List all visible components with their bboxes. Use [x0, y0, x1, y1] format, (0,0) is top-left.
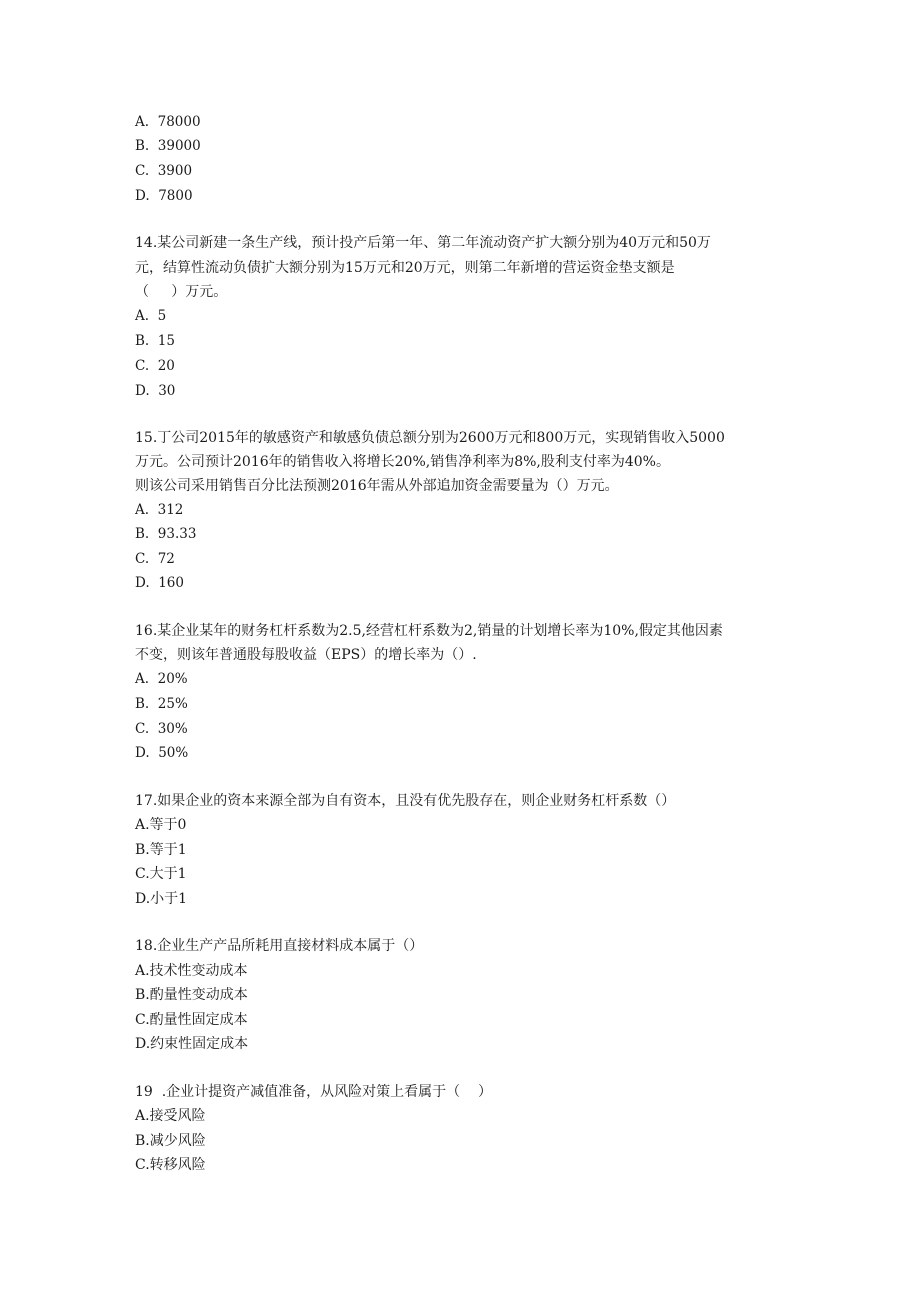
- question-stem-line: 不变，则该年普通股每股收益（EPS）的增长率为（）.: [135, 647, 477, 663]
- option-a: A. 5: [135, 308, 167, 324]
- option-a: A. 20%: [135, 671, 188, 687]
- option-d: D.约束性固定成本: [135, 1036, 249, 1052]
- option-c: C.酌量性固定成本: [135, 1012, 248, 1028]
- option-d: D.小于1: [135, 891, 188, 907]
- question-stem-line: 17.如果企业的资本来源全部为自有资本，且没有优先股存在，则企业财务杠杆系数（）: [135, 793, 676, 809]
- option-d: D. 30: [135, 383, 176, 399]
- option-b: B. 25%: [135, 696, 188, 712]
- option-a: A.等于0: [135, 817, 187, 833]
- question-stem-line: 18.企业生产产品所耗用直接材料成本属于（）: [135, 938, 424, 954]
- option-c: C. 20: [135, 358, 175, 374]
- option-d: D. 160: [135, 575, 184, 591]
- option-c: C. 72: [135, 551, 175, 567]
- question-stem-line: 16.某企业某年的财务杠杆系数为2.5,经营杠杆系数为2,销量的计划增长率为10%,假定其他因素: [135, 623, 723, 639]
- option-c: C.大于1: [135, 866, 187, 882]
- question-stem-line: 元，结算性流动负债扩大额分别为15万元和20万元，则第二年新增的营运资金垫支额是: [135, 260, 675, 276]
- option-d: D. 7800: [135, 188, 193, 204]
- question-stem-line: 15.丁公司2015年的敏感资产和敏感负债总额分别为2600万元和800万元，实现销售收入5000: [135, 430, 725, 446]
- question-stem-line: （ ）万元。: [135, 284, 228, 300]
- question-stem-line: 则该公司采用销售百分比法预测2016年需从外部追加资金需要量为（）万元。: [135, 478, 619, 494]
- option-b: B. 39000: [135, 138, 201, 154]
- option-b: B.等于1: [135, 842, 187, 858]
- option-b: B.酌量性变动成本: [135, 987, 248, 1003]
- option-a: A.接受风险: [135, 1108, 206, 1124]
- option-a: A. 312: [135, 502, 184, 518]
- option-b: B. 15: [135, 333, 175, 349]
- option-c: C.转移风险: [135, 1157, 206, 1173]
- option-d: D. 50%: [135, 745, 189, 761]
- option-c: C. 3900: [135, 163, 193, 179]
- question-stem-line: 19 .企业计提资产减值准备，从风险对策上看属于（ ）: [135, 1084, 492, 1100]
- option-a: A.技术性变动成本: [135, 963, 248, 979]
- option-b: B.减少风险: [135, 1133, 206, 1149]
- option-a: A. 78000: [135, 114, 201, 130]
- option-b: B. 93.33: [135, 526, 197, 542]
- question-stem-line: 14.某公司新建一条生产线，预计投产后第一年、第二年流动资产扩大额分别为40万元和50万: [135, 235, 711, 251]
- question-stem-line: 万元。公司预计2016年的销售收入将增长20%,销售净利率为8%,股利支付率为40%。: [135, 454, 670, 470]
- option-c: C. 30%: [135, 721, 188, 737]
